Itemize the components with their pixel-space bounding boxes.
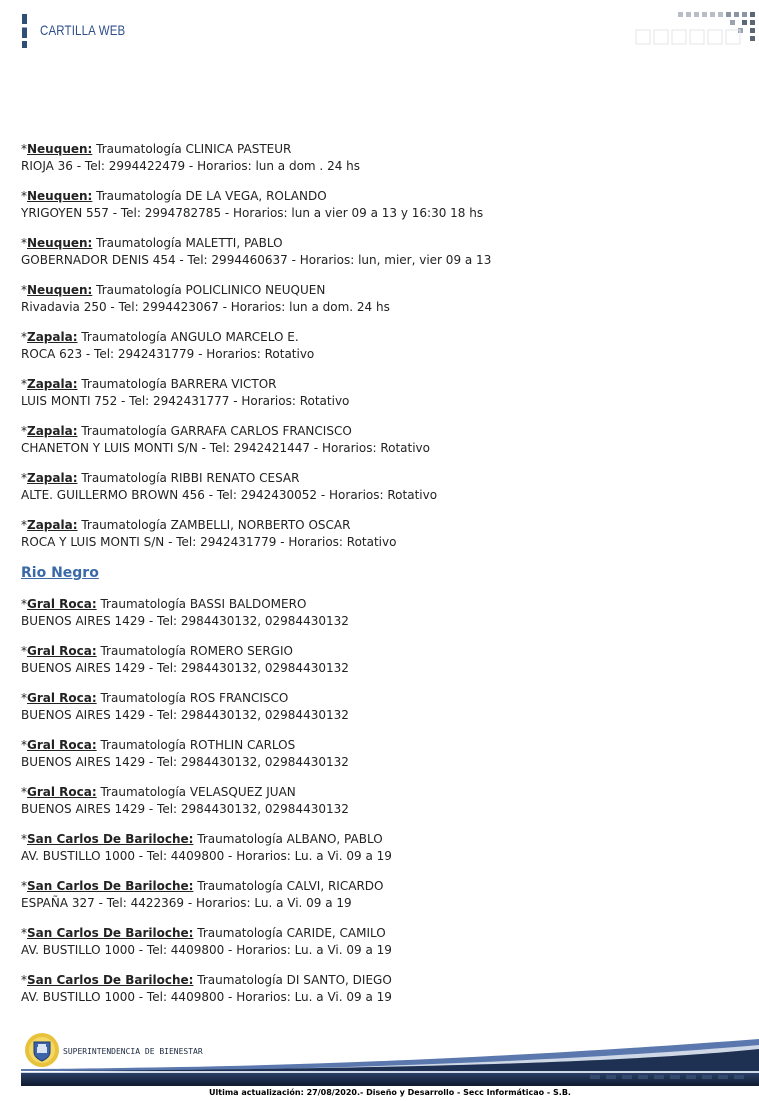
- directory-entry: [21, 376, 741, 410]
- entry-location-link[interactable]: Gral Roca:: [27, 785, 97, 799]
- entry-provider-name: Traumatología ZAMBELLI, NORBERTO OSCAR: [81, 518, 351, 532]
- directory-entry: [21, 925, 741, 959]
- directory-entry: [21, 470, 741, 504]
- entry-provider-name: Traumatología CARIDE, CAMILO: [197, 926, 386, 940]
- directory-entry: [21, 737, 741, 771]
- entry-provider-name: Traumatología VELASQUEZ JUAN: [100, 785, 296, 799]
- entry-bullet: *: [21, 738, 27, 752]
- directory-content: [21, 141, 741, 1019]
- entry-location-link[interactable]: Zapala:: [27, 471, 78, 485]
- entry-bullet: *: [21, 283, 27, 297]
- entry-location-link[interactable]: Neuquen:: [27, 283, 93, 297]
- entry-location-link[interactable]: Gral Roca:: [27, 644, 97, 658]
- region-heading-rio-negro[interactable]: Rio Negro: [21, 565, 99, 581]
- entry-location-link[interactable]: Neuquen:: [27, 189, 93, 203]
- page-header: [0, 0, 759, 60]
- entry-bullet: *: [21, 973, 27, 987]
- entry-details: Rivadavia 250 - Tel: 2994423067 - Horarios: lun a dom. 24 hs: [21, 300, 390, 314]
- entry-location-link[interactable]: San Carlos De Bariloche:: [27, 879, 194, 893]
- entry-bullet: *: [21, 785, 27, 799]
- entry-bullet: *: [21, 189, 27, 203]
- rio-negro-entries: [21, 596, 741, 1006]
- entry-bullet: *: [21, 832, 27, 846]
- entry-bullet: *: [21, 424, 27, 438]
- directory-entry: [21, 690, 741, 724]
- entry-details: BUENOS AIRES 1429 - Tel: 2984430132, 02984430132: [21, 755, 349, 769]
- directory-entry: [21, 329, 741, 363]
- entry-provider-name: Traumatología BARRERA VICTOR: [81, 377, 277, 391]
- entry-bullet: *: [21, 926, 27, 940]
- entry-details: CHANETON Y LUIS MONTI S/N - Tel: 2942421447 - Horarios: Rotativo: [21, 441, 431, 455]
- entry-location-link[interactable]: Gral Roca:: [27, 691, 97, 705]
- entry-location-link[interactable]: Zapala:: [27, 518, 78, 532]
- entry-provider-name: Traumatología ROS FRANCISCO: [100, 691, 289, 705]
- entry-details: BUENOS AIRES 1429 - Tel: 2984430132, 02984430132: [21, 614, 349, 628]
- entry-provider-name: Traumatología ANGULO MARCELO E.: [81, 330, 299, 344]
- entry-location-link[interactable]: San Carlos De Bariloche:: [27, 926, 194, 940]
- directory-entry: [21, 141, 741, 175]
- directory-entry: [21, 188, 741, 222]
- header-grid-decoration: [634, 8, 759, 48]
- footer-last-updated: Ultima actualización: 27/08/2020.- Diseño y Desarrollo - Secc Informáticao - S.B.: [209, 1088, 571, 1097]
- entry-details: ROCA Y LUIS MONTI S/N - Tel: 2942431779 - Horarios: Rotativo: [21, 535, 397, 549]
- page-footer: [0, 1025, 759, 1101]
- header-accent-bar: [22, 14, 27, 48]
- directory-entry: [21, 423, 741, 457]
- entry-bullet: *: [21, 377, 27, 391]
- entry-bullet: *: [21, 691, 27, 705]
- entry-details: ESPAÑA 327 - Tel: 4422369 - Horarios: Lu. a Vi. 09 a 19: [21, 896, 352, 910]
- entry-bullet: *: [21, 879, 27, 893]
- directory-entry: [21, 235, 741, 269]
- entry-bullet: *: [21, 330, 27, 344]
- entry-location-link[interactable]: Neuquen:: [27, 142, 93, 156]
- footer-organization-name: SUPERINTENDENCIA DE BIENESTAR: [63, 1047, 203, 1056]
- entry-provider-name: Traumatología CALVI, RICARDO: [197, 879, 384, 893]
- neuquen-entries: [21, 141, 741, 551]
- entry-details: AV. BUSTILLO 1000 - Tel: 4409800 - Horarios: Lu. a Vi. 09 a 19: [21, 849, 392, 863]
- entry-location-link[interactable]: Zapala:: [27, 377, 78, 391]
- entry-details: RIOJA 36 - Tel: 2994422479 - Horarios: lun a dom . 24 hs: [21, 159, 361, 173]
- entry-details: YRIGOYEN 557 - Tel: 2994782785 - Horarios: lun a vier 09 a 13 y 16:30 18 hs: [21, 206, 484, 220]
- entry-location-link[interactable]: San Carlos De Bariloche:: [27, 973, 194, 987]
- directory-entry: [21, 517, 741, 551]
- entry-location-link[interactable]: Gral Roca:: [27, 597, 97, 611]
- entry-details: BUENOS AIRES 1429 - Tel: 2984430132, 02984430132: [21, 708, 349, 722]
- directory-entry: [21, 972, 741, 1006]
- entry-provider-name: Traumatología POLICLINICO NEUQUEN: [96, 283, 326, 297]
- entry-bullet: *: [21, 142, 27, 156]
- entry-provider-name: Traumatología ROTHLIN CARLOS: [100, 738, 296, 752]
- entry-provider-name: Traumatología ROMERO SERGIO: [100, 644, 293, 658]
- entry-provider-name: Traumatología GARRAFA CARLOS FRANCISCO: [81, 424, 352, 438]
- directory-entry: [21, 831, 741, 865]
- header-title: CARTILLA WEB: [40, 22, 126, 38]
- entry-provider-name: Traumatología DI SANTO, DIEGO: [197, 973, 392, 987]
- entry-details: ALTE. GUILLERMO BROWN 456 - Tel: 2942430052 - Horarios: Rotativo: [21, 488, 438, 502]
- entry-details: GOBERNADOR DENIS 454 - Tel: 2994460637 - Horarios: lun, mier, vier 09 a 13: [21, 253, 492, 267]
- entry-provider-name: Traumatología DE LA VEGA, ROLANDO: [96, 189, 327, 203]
- directory-entry: [21, 643, 741, 677]
- entry-location-link[interactable]: Neuquen:: [27, 236, 93, 250]
- directory-entry: [21, 878, 741, 912]
- entry-details: AV. BUSTILLO 1000 - Tel: 4409800 - Horarios: Lu. a Vi. 09 a 19: [21, 943, 392, 957]
- entry-details: BUENOS AIRES 1429 - Tel: 2984430132, 02984430132: [21, 802, 349, 816]
- entry-location-link[interactable]: San Carlos De Bariloche:: [27, 832, 194, 846]
- entry-location-link[interactable]: Gral Roca:: [27, 738, 97, 752]
- institution-seal-logo: [24, 1032, 60, 1068]
- entry-bullet: *: [21, 644, 27, 658]
- entry-details: LUIS MONTI 752 - Tel: 2942431777 - Horarios: Rotativo: [21, 394, 350, 408]
- entry-details: AV. BUSTILLO 1000 - Tel: 4409800 - Horarios: Lu. a Vi. 09 a 19: [21, 990, 392, 1004]
- entry-provider-name: Traumatología ALBANO, PABLO: [197, 832, 383, 846]
- directory-entry: [21, 784, 741, 818]
- entry-bullet: *: [21, 597, 27, 611]
- entry-provider-name: Traumatología BASSI BALDOMERO: [100, 597, 307, 611]
- entry-details: ROCA 623 - Tel: 2942431779 - Horarios: Rotativo: [21, 347, 315, 361]
- entry-details: BUENOS AIRES 1429 - Tel: 2984430132, 02984430132: [21, 661, 349, 675]
- entry-bullet: *: [21, 236, 27, 250]
- entry-location-link[interactable]: Zapala:: [27, 330, 78, 344]
- entry-location-link[interactable]: Zapala:: [27, 424, 78, 438]
- entry-bullet: *: [21, 471, 27, 485]
- entry-provider-name: Traumatología RIBBI RENATO CESAR: [81, 471, 300, 485]
- directory-entry: [21, 596, 741, 630]
- entry-provider-name: Traumatología MALETTI, PABLO: [96, 236, 283, 250]
- entry-provider-name: Traumatología CLINICA PASTEUR: [96, 142, 292, 156]
- directory-entry: [21, 282, 741, 316]
- footer-wave-banner: [0, 1025, 759, 1087]
- entry-bullet: *: [21, 518, 27, 532]
